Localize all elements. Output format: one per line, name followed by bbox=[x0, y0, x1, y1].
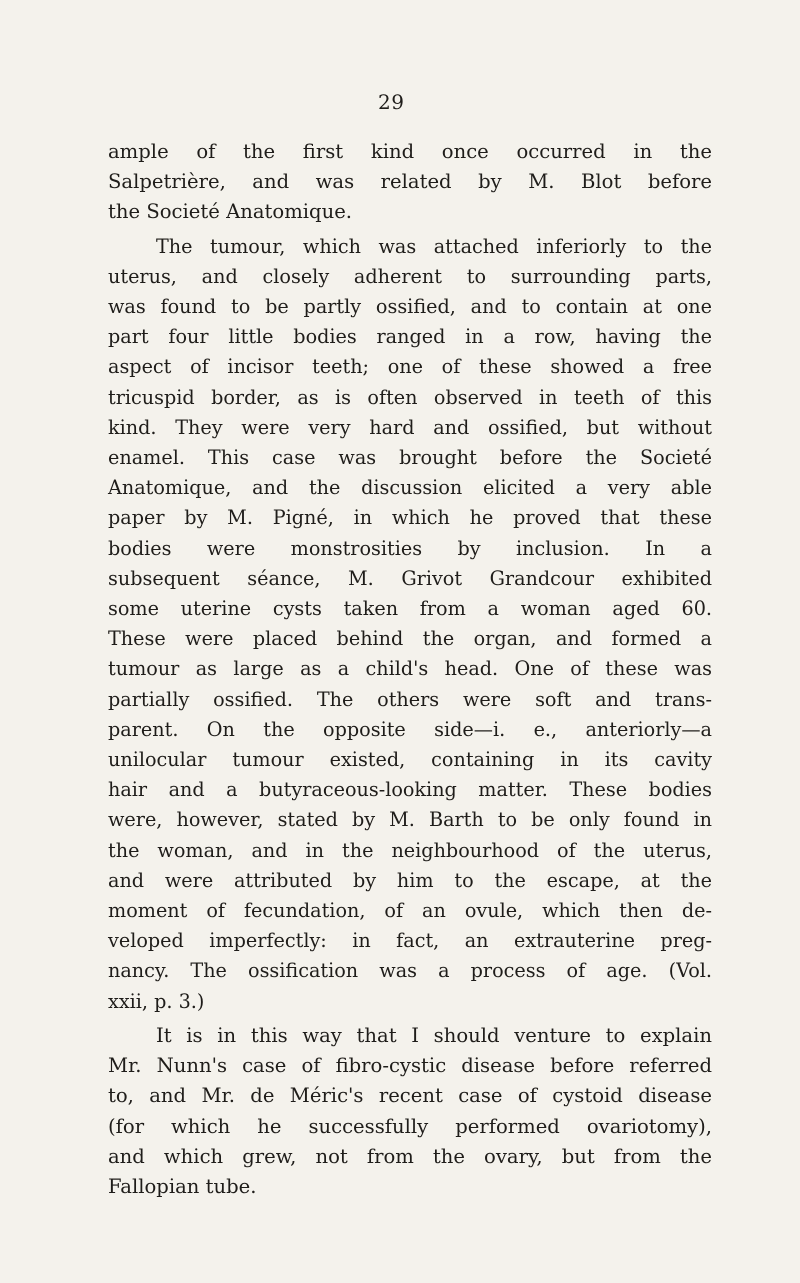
text-line: Salpetrière, and was related by M. Blot before bbox=[108, 170, 712, 194]
text-line: and which grew, not from the ovary, but from the bbox=[108, 1144, 712, 1168]
text-line: The tumour, which was attached inferiorly to the bbox=[156, 234, 712, 258]
text-line: subsequent séance, M. Grivot Grandcour exhibited bbox=[108, 566, 712, 590]
text-line: and were attributed by him to the escape, at the bbox=[108, 868, 712, 892]
text-line: xxii, p. 3.) bbox=[108, 989, 205, 1013]
text-line: nancy. The ossification was a process of age. (Vol. bbox=[108, 959, 712, 983]
text-line: tricuspid border, as is often observed in teeth of this bbox=[108, 385, 712, 409]
text-line: It is in this way that I should venture to explain bbox=[156, 1023, 712, 1047]
body-text bbox=[108, 137, 712, 1202]
page-number: 29 bbox=[378, 90, 405, 114]
text-line: tumour as large as a child's head. One of these was bbox=[108, 657, 712, 681]
text-line: partially ossified. The others were soft and trans- bbox=[108, 687, 712, 711]
text-line: Mr. Nunn's case of fibro-cystic disease before referred bbox=[108, 1054, 712, 1078]
text-line: enamel. This case was brought before the Societé bbox=[108, 446, 712, 470]
text-line: unilocular tumour existed, containing in its cavity bbox=[108, 748, 712, 772]
text-line: were, however, stated by M. Barth to be only found in bbox=[108, 808, 712, 832]
text-line: kind. They were very hard and ossified, but without bbox=[108, 415, 712, 439]
text-line: These were placed behind the organ, and formed a bbox=[108, 627, 712, 651]
text-line: was found to be partly ossified, and to contain at one bbox=[108, 295, 712, 319]
text-line: part four little bodies ranged in a row, having the bbox=[108, 325, 712, 349]
text-line: uterus, and closely adherent to surrounding parts, bbox=[108, 264, 712, 288]
paragraph-1 bbox=[108, 137, 712, 228]
text-line: to, and Mr. de Méric's recent case of cystoid disease bbox=[108, 1084, 712, 1108]
text-line: ample of the first kind once occurred in the bbox=[108, 140, 712, 163]
text-line: veloped imperfectly: in fact, an extrauterine preg- bbox=[108, 929, 712, 953]
text-line: Anatomique, and the discussion elicited a very able bbox=[108, 476, 712, 500]
text-line: Fallopian tube. bbox=[108, 1174, 257, 1198]
paragraph-3 bbox=[108, 1021, 712, 1202]
paragraph-2 bbox=[108, 232, 712, 1017]
text-line: the Societé Anatomique. bbox=[108, 200, 353, 224]
text-line: moment of fecundation, of an ovule, which then de- bbox=[108, 899, 712, 923]
text-line: bodies were monstrosities by inclusion. In a bbox=[108, 536, 712, 560]
text-line: aspect of incisor teeth; one of these showed a free bbox=[108, 355, 712, 379]
text-line: parent. On the opposite side—i. e., anteriorly—a bbox=[108, 717, 712, 741]
text-line: (for which he successfully performed ovariotomy), bbox=[108, 1114, 712, 1138]
text-line: hair and a butyraceous-looking matter. These bodies bbox=[108, 778, 712, 802]
text-line: paper by M. Pigné, in which he proved that these bbox=[108, 506, 712, 530]
text-line: the woman, and in the neighbourhood of the uterus, bbox=[108, 838, 712, 862]
text-line: some uterine cysts taken from a woman aged 60. bbox=[108, 597, 712, 621]
